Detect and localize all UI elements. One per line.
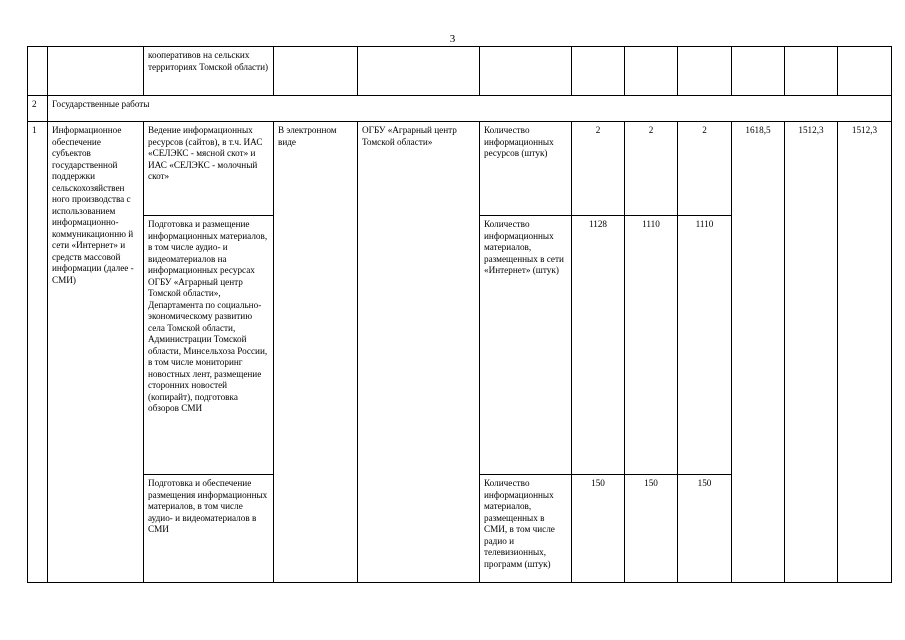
work-row-1 bbox=[28, 122, 892, 216]
sub-work-2: Подготовка и размещение информационных материалов, в том числе аудио- и видеоматериалов на информационных ресурсах ОГБУ «Аграрный центр Томской области», Департамента по социально-экономическому развитию села Томской области, Администрации Томской области, Минсельхоза России, в том числе мониторинг новостных лент, размещение сторонних новостей (копирайт), подготовка обзоров СМИ bbox=[144, 216, 274, 475]
continuation-text: кооперативов на сельских территориях Томской области) bbox=[144, 47, 274, 96]
cell-empty bbox=[480, 47, 572, 96]
indicator-2-value-1: 1128 bbox=[572, 216, 625, 475]
cell-empty bbox=[678, 47, 732, 96]
cell-empty bbox=[274, 47, 358, 96]
cell-empty bbox=[625, 47, 678, 96]
indicator-2-value-3: 1110 bbox=[678, 216, 732, 475]
indicator-3-name: Количество информационных материалов, размещенных в СМИ, в том числе радио и телевизионных, программ (штук) bbox=[480, 475, 572, 583]
indicator-1-value-3: 2 bbox=[678, 122, 732, 216]
sub-work-1: Ведение информационных ресурсов (сайтов), в т.ч. ИАС «СЕЛЭКС - мясной скот» и ИАС «СЕЛЭКС - молочный скот» bbox=[144, 122, 274, 216]
funding-2: 1512,3 bbox=[785, 122, 838, 583]
work-form: В электронном виде bbox=[274, 122, 358, 583]
cell-empty bbox=[838, 47, 892, 96]
cell-empty bbox=[732, 47, 785, 96]
page-number: 3 bbox=[449, 33, 456, 45]
cell-empty bbox=[28, 47, 48, 96]
cell-empty bbox=[48, 47, 144, 96]
section-number: 2 bbox=[28, 96, 48, 122]
indicator-2-name: Количество информационных материалов, размещенных в сети «Интернет» (штук) bbox=[480, 216, 572, 475]
section-row bbox=[28, 96, 892, 122]
section-title: Государственные работы bbox=[48, 96, 892, 122]
indicator-2-value-2: 1110 bbox=[625, 216, 678, 475]
work-executor: ОГБУ «Аграрный центр Томской области» bbox=[358, 122, 480, 583]
cell-empty bbox=[785, 47, 838, 96]
funding-1: 1618,5 bbox=[732, 122, 785, 583]
indicator-3-value-2: 150 bbox=[625, 475, 678, 583]
continuation-row bbox=[28, 47, 892, 96]
work-name: Информационное обеспечение субъектов государственной поддержки сельскохозяйствен ного производства с использованием информационно-коммуникационню й сети «Интернет» и средств массовой информации (далее - СМИ) bbox=[48, 122, 144, 583]
funding-3: 1512,3 bbox=[838, 122, 892, 583]
cell-empty bbox=[358, 47, 480, 96]
cell-empty bbox=[572, 47, 625, 96]
indicator-3-value-3: 150 bbox=[678, 475, 732, 583]
sub-work-3: Подготовка и обеспечение размещения информационных материалов, в том числе аудио- и видеоматериалов в СМИ bbox=[144, 475, 274, 583]
indicator-3-value-1: 150 bbox=[572, 475, 625, 583]
indicator-1-value-1: 2 bbox=[572, 122, 625, 216]
indicator-1-value-2: 2 bbox=[625, 122, 678, 216]
state-works-table bbox=[27, 46, 892, 583]
work-number: 1 bbox=[28, 122, 48, 583]
indicator-1-name: Количество информационных ресурсов (штук) bbox=[480, 122, 572, 216]
